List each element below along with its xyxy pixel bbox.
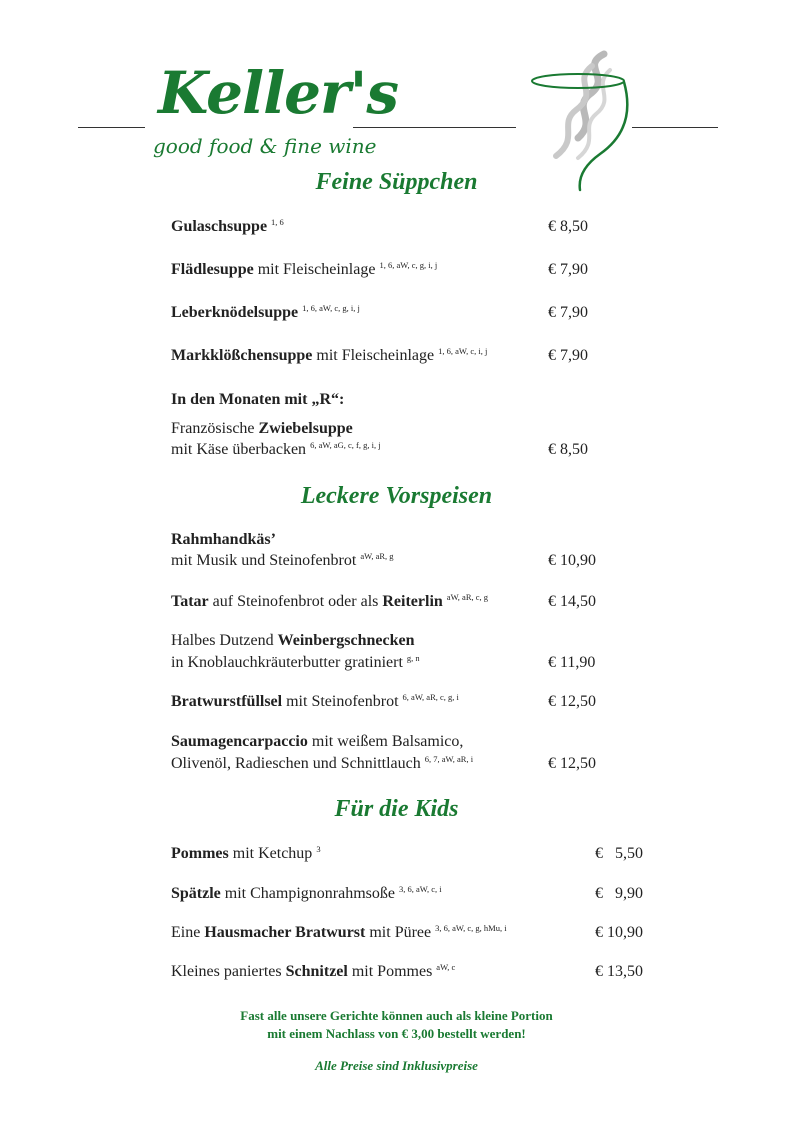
item-text: mit Steinofenbrot <box>282 693 403 710</box>
item-text: Französische <box>171 420 259 437</box>
item-text: in Knoblauchkräuterbutter gratiniert <box>171 654 407 671</box>
menu-item-price: € 7,90 <box>548 304 588 321</box>
allergen-codes: 3, 6, aW, c, g, hMu, i <box>435 923 507 933</box>
item-text: Halbes Dutzend <box>171 632 278 649</box>
menu-item <box>171 591 488 613</box>
item-text: mit Püree <box>365 924 436 941</box>
logo-name: Keller's <box>158 59 398 127</box>
item-name-bold: Flädlesuppe <box>171 261 254 278</box>
menu-item-price: € 13,50 <box>595 963 643 980</box>
portion-note-line1: Fast alle unsere Gerichte können auch als kleine Portion <box>240 1008 553 1023</box>
menu-item-price: € 5,50 <box>595 845 643 862</box>
menu-item-price: € 7,90 <box>548 347 588 364</box>
allergen-codes: g, n <box>406 653 420 663</box>
item-text: Eine <box>171 924 205 941</box>
item-text: mit Pommes <box>347 963 437 980</box>
item-name-bold: Hausmacher Bratwurst <box>204 924 366 941</box>
allergen-codes: aW, aR, c, g <box>446 592 489 602</box>
menu-item <box>171 922 507 944</box>
item-name-bold: Zwiebelsuppe <box>258 420 353 437</box>
item-text: Olivenöl, Radieschen und Schnittlauch <box>171 755 425 772</box>
menu-item <box>171 418 353 440</box>
item-name-bold: Pommes <box>171 845 229 862</box>
allergen-codes: 1, 6, aW, c, g, i, j <box>379 260 438 270</box>
allergen-codes: aW, c <box>436 962 456 972</box>
item-name-bold: In den Monaten mit „R“: <box>171 391 345 408</box>
allergen-codes: 1, 6, aW, c, g, i, j <box>302 303 360 313</box>
item-text: mit Fleischeinlage <box>253 261 380 278</box>
item-name-bold: Rahmhandkäs’ <box>171 531 276 548</box>
menu-item <box>171 883 442 905</box>
item-name-bold: Tatar <box>171 593 209 610</box>
menu-item-price: € 10,90 <box>595 924 643 941</box>
allergen-codes: 6, aW, aR, c, g, i <box>402 692 459 702</box>
item-text: Kleines paniertes <box>171 963 286 980</box>
menu-item <box>171 753 473 775</box>
section-title-starters: Leckere Vorspeisen <box>300 483 493 509</box>
menu-subheading <box>171 389 344 411</box>
menu-item <box>171 652 420 674</box>
item-name-bold: Markklößchensuppe <box>171 347 313 364</box>
item-name-bold: Schnitzel <box>285 963 348 980</box>
header-rule-middle <box>353 127 516 128</box>
menu-item-price: € 12,50 <box>548 755 596 772</box>
item-text: mit Musik und Steinofenbrot <box>171 552 361 569</box>
item-text: mit Fleischeinlage <box>312 347 439 364</box>
item-text: mit Champignonrahmsoße <box>220 885 399 902</box>
allergen-codes: 3 <box>316 844 321 854</box>
item-name-bold: Reiterlin <box>382 593 443 610</box>
item-text: mit Ketchup <box>228 845 317 862</box>
item-name-bold: Saumagencarpaccio <box>171 733 308 750</box>
item-name-bold: Leberknödelsuppe <box>171 304 299 321</box>
menu-item <box>171 439 381 461</box>
logo-tagline: good food & fine wine <box>153 134 377 158</box>
item-name-bold: Bratwurstfüllsel <box>171 693 283 710</box>
menu-item-price: € 8,50 <box>548 218 588 235</box>
item-text: mit Käse überbacken <box>171 441 311 458</box>
menu-item <box>171 529 276 551</box>
section-title-kids: Für die Kids <box>334 796 459 822</box>
menu-item <box>171 550 394 572</box>
prices-note: Alle Preise sind Inklusivpreise <box>315 1058 478 1073</box>
menu-item <box>171 216 284 238</box>
portion-note-line2: mit einem Nachlass von € 3,00 bestellt werden! <box>267 1026 526 1041</box>
header-rule-left <box>78 127 145 128</box>
allergen-codes: aW, aR, g <box>360 551 394 561</box>
item-text: mit weißem Balsamico, <box>307 733 464 750</box>
menu-item <box>171 843 321 865</box>
menu-item-price: € 11,90 <box>548 654 596 671</box>
item-name-bold: Weinbergschnecken <box>277 632 415 649</box>
menu-item-price: € 8,50 <box>548 441 588 458</box>
menu-item-price: € 12,50 <box>548 693 596 710</box>
menu-item-price: € 14,50 <box>548 593 596 610</box>
allergen-codes: 3, 6, aW, c, i <box>398 884 442 894</box>
allergen-codes: 1, 6, aW, c, i, j <box>438 346 488 356</box>
item-name-bold: Spätzle <box>171 885 221 902</box>
menu-item <box>171 731 463 753</box>
menu-item-price: € 9,90 <box>595 885 643 902</box>
menu-item <box>171 259 437 281</box>
menu-item <box>171 630 415 652</box>
menu-item <box>171 345 487 367</box>
menu-item-price: € 7,90 <box>548 261 588 278</box>
allergen-codes: 6, aW, aG, c, f, g, i, j <box>310 440 381 450</box>
item-name-bold: Gulaschsuppe <box>171 218 268 235</box>
section-title-soups: Feine Süppchen <box>315 169 478 195</box>
allergen-codes: 6, 7, aW, aR, i <box>424 754 474 764</box>
menu-item <box>171 961 455 983</box>
header-rule-right <box>632 127 718 128</box>
allergen-codes: 1, 6 <box>271 217 284 227</box>
menu-item-price: € 10,90 <box>548 552 596 569</box>
menu-item <box>171 691 459 713</box>
item-text: auf Steinofenbrot oder als <box>208 593 383 610</box>
menu-item <box>171 302 360 324</box>
